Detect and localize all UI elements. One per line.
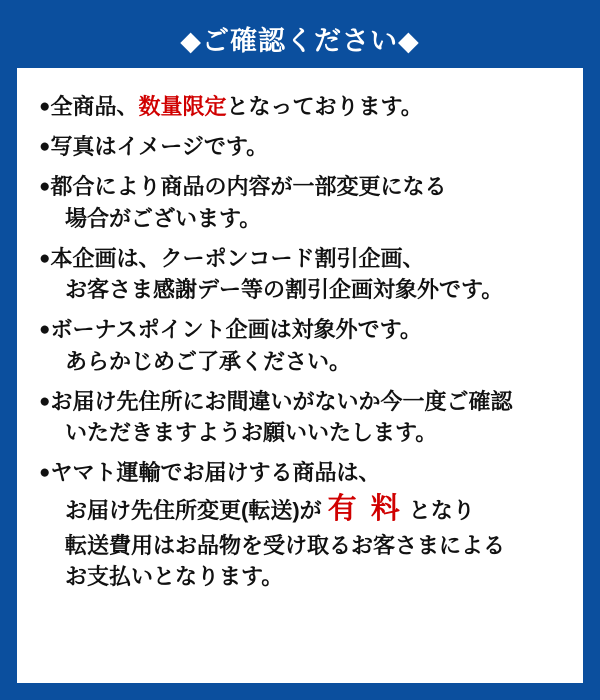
notice-item — [39, 131, 565, 162]
bullet-icon: ● — [39, 136, 51, 158]
bullet-icon: ● — [39, 96, 51, 117]
notice-line — [39, 489, 565, 530]
notice-item — [39, 314, 565, 376]
notice-text: ヤマト運輸でお届けする商品は、 — [50, 460, 381, 486]
notice-line — [39, 314, 565, 345]
notice-item — [39, 243, 565, 305]
notice-text-emphasis: 有 料 — [327, 492, 403, 525]
notice-line — [39, 530, 565, 561]
notice-text: お支払いとなります。 — [65, 563, 284, 589]
notice-text: いただきますようお願いいたします。 — [65, 420, 438, 446]
notice-text: お届け先住所にお間違いがないか今一度ご確認 — [50, 388, 513, 414]
notice-text: お届け先住所変更(転送)が — [65, 497, 322, 523]
notice-item — [39, 386, 565, 448]
bullet-icon: ● — [39, 319, 51, 341]
bullet-icon: ● — [39, 462, 51, 484]
notice-line — [39, 561, 565, 592]
notice-item — [39, 457, 565, 592]
notice-text: あらかじめご了承ください。 — [65, 348, 352, 374]
notice-line — [39, 457, 565, 488]
notice-line — [39, 91, 565, 122]
banner-inner-frame — [8, 8, 592, 692]
notice-list — [17, 79, 583, 683]
bullet-icon: ● — [39, 247, 51, 269]
notice-line — [39, 203, 565, 234]
notice-text: 写真はイメージです。 — [50, 134, 269, 160]
bullet-icon: ● — [39, 390, 51, 412]
notice-text: 都合により商品の内容が一部変更になる — [50, 174, 447, 200]
notice-line — [39, 171, 565, 202]
notice-line — [39, 243, 565, 274]
notice-line — [39, 386, 565, 417]
notice-text: お客さま感謝デー等の割引企画対象外です。 — [65, 277, 504, 303]
notice-text: 全商品、 — [50, 94, 139, 119]
notice-line — [39, 274, 565, 305]
banner-title-bar — [8, 8, 592, 68]
notice-line — [39, 131, 565, 162]
notice-text: となっております。 — [226, 94, 423, 119]
notice-text-emphasis: 数量限定 — [138, 94, 227, 119]
notice-text: ボーナスポイント企画は対象外です。 — [50, 317, 422, 343]
notice-item — [39, 171, 565, 233]
notice-line — [39, 417, 565, 448]
banner-title: ◆ご確認ください◆ — [180, 25, 420, 56]
notice-text: 転送費用はお品物を受け取るお客さまによる — [65, 532, 506, 558]
notice-text: 場合がございます。 — [65, 205, 262, 231]
notice-line — [39, 346, 565, 377]
bullet-icon: ● — [39, 176, 51, 198]
notice-item — [39, 91, 565, 122]
notice-text: 本企画は、クーポンコード割引企画、 — [50, 245, 425, 271]
notice-text: となり — [408, 497, 475, 523]
